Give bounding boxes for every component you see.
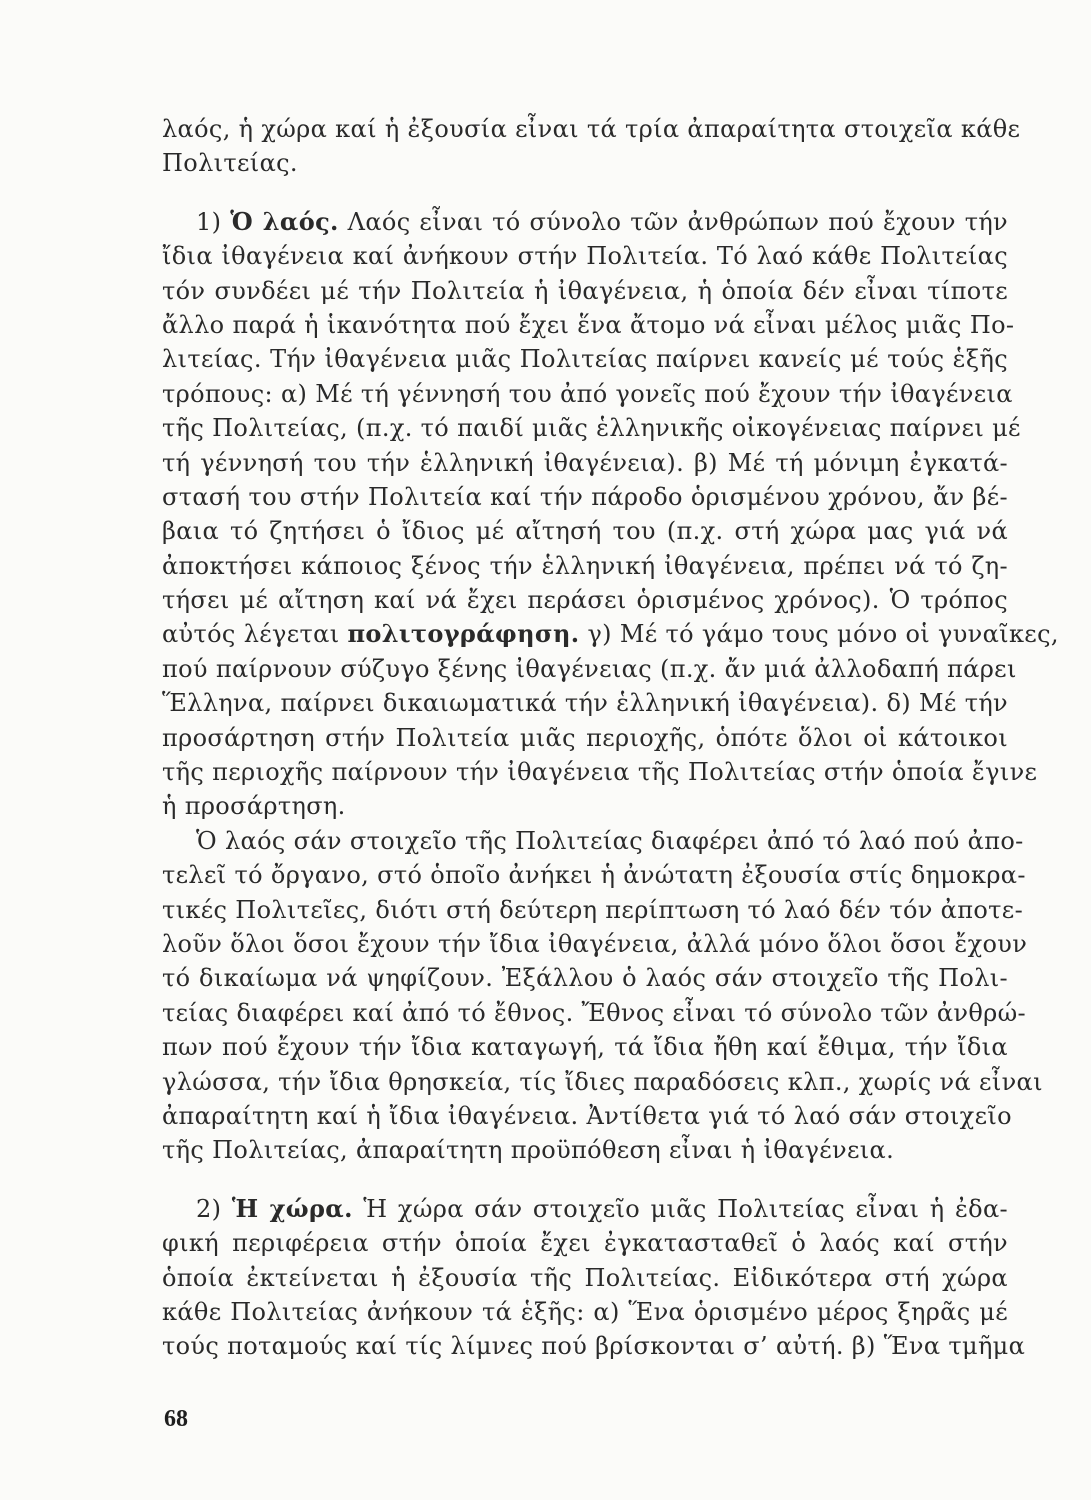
section-number: 2)	[196, 1194, 222, 1223]
text-line: τῆς Πολιτείας, (π.χ. τό παιδί μιᾶς ἑλληνικῆς οἰκογένειας παίρνει μέ	[162, 414, 1021, 443]
text-line: τῆς περιοχῆς παίρνουν τήν ἰθαγένεια τῆς Πολιτείας στήν ὁποία ἔγινε	[162, 758, 1038, 787]
naturalization-line	[162, 617, 1059, 651]
section-number: 1)	[196, 207, 222, 236]
section-people-heading-line	[162, 205, 1008, 239]
text-line: ἄλλο παρά ἡ ἱκανότητα πού ἔχει ἕνα ἄτομο νά εἶναι μέλος μιᾶς Πο-	[162, 310, 1015, 339]
text-line: Πολιτείας.	[162, 149, 298, 178]
text-line: προσάρτηση στήν Πολιτεία μιᾶς περιοχῆς, ὁπότε ὅλοι οἱ κάτοικοι	[162, 723, 1008, 752]
text-line: τόν συνδέει μέ τήν Πολιτεία ἡ ἰθαγένεια, ἡ ὁποία δέν εἶναι τίποτε	[162, 276, 1008, 305]
text-line: τείας διαφέρει καί ἀπό τό ἔθνος. Ἔθνος εἶναι τό σύνολο τῶν ἀνθρώ-	[162, 998, 1026, 1027]
text-line: ἴδια ἰθαγένεια καί ἀνήκουν στήν Πολιτεία. Τό λαό κάθε Πολιτείας	[162, 242, 1008, 271]
emphasized-term: πολιτογράφηση.	[347, 619, 580, 649]
text-line: ἡ προσάρτηση.	[162, 792, 346, 821]
section-heading: Ὁ λαός.	[230, 206, 339, 236]
text-line: τρόπους: α) Μέ τή γέννησή του ἀπό γονεῖς πού ἔχουν τήν ἰθαγένεια	[162, 379, 1013, 408]
text-line: τό δικαίωμα νά ψηφίζουν. Ἐξάλλου ὁ λαός σάν στοιχεῖο τῆς Πολι-	[162, 964, 1008, 993]
text-line: τικές Πολιτεῖες, διότι στή δεύτερη περίπτωση τό λαό δέν τόν ἀποτε-	[162, 895, 1024, 924]
text-line: κάθε Πολιτείας ἀνήκουν τά ἑξῆς: α) Ἕνα ὁρισμένο μέρος ξηρᾶς μέ	[162, 1297, 1008, 1326]
text-line: φική περιφέρεια στήν ὁποία ἔχει ἐγκατασταθεῖ ὁ λαός καί στήν	[162, 1229, 1008, 1258]
text-line: λαός, ἡ χώρα καί ἡ ἐξουσία εἶναι τά τρία ἀπαραίτητα στοιχεῖα κάθε	[162, 115, 1021, 143]
text-fragment: Ἡ χώρα σάν στοιχεῖο μιᾶς Πολιτείας εἶναι ἡ ἐδα-	[363, 1194, 1008, 1223]
text-fragment: αὐτός λέγεται	[162, 620, 340, 649]
text-line: τελεῖ τό ὄργανο, στό ὁποῖο ἀνήκει ἡ ἀνώτατη ἐξουσία στίς δημοκρα-	[162, 861, 1026, 890]
text-line: στασή του στήν Πολιτεία καί τήν πάροδο ὁρισμένου χρόνου, ἄν βέ-	[162, 482, 1008, 511]
page-number: 68	[164, 1406, 188, 1432]
text-line: τούς ποταμούς καί τίς λίμνες πού βρίσκονται σ’ αὐτή. β) Ἕνα τμῆμα	[162, 1332, 1026, 1361]
text-line: βαια τό ζητήσει ὁ ἴδιος μέ αἴτησή του (π.χ. στή χώρα μας γιά νά	[162, 517, 1008, 546]
section-heading: Ἡ χώρα.	[231, 1193, 353, 1223]
text-line: λιτείας. Τήν ἰθαγένεια μιᾶς Πολιτείας παίρνει κανείς μέ τούς ἑξῆς	[162, 345, 1008, 374]
text-line: λοῦν ὅλοι ὅσοι ἔχουν τήν ἴδια ἰθαγένεια, ἀλλά μόνο ὅλοι ὅσοι ἔχουν	[162, 929, 1028, 958]
text-line: τήσει μέ αἴτηση καί νά ἔχει περάσει ὁρισμένος χρόνος). Ὁ τρόπος	[162, 586, 1008, 615]
text-fragment: Λαός εἶναι τό σύνολο τῶν ἀνθρώπων πού ἔχουν τήν	[347, 207, 1008, 236]
text-line: πού παίρνουν σύζυγο ξένης ἰθαγένειας (π.χ. ἄν μιά ἀλλοδαπή πάρει	[162, 654, 1017, 683]
text-line: πων πού ἔχουν τήν ἴδια καταγωγή, τά ἴδια ἤθη καί ἔθιμα, τήν ἴδια	[162, 1033, 1008, 1062]
page-body	[162, 112, 1059, 1364]
text-fragment: γ) Μέ τό γάμο τους μόνο οἱ γυναῖκες,	[587, 620, 1059, 649]
text-line: ὁποία ἐκτείνεται ἡ ἐξουσία τῆς Πολιτείας. Εἰδικότερα στή χώρα	[162, 1263, 1008, 1292]
text-line: τῆς Πολιτείας, ἀπαραίτητη προϋπόθεση εἶναι ἡ ἰθαγένεια.	[162, 1136, 895, 1165]
text-line: Ὁ λαός σάν στοιχεῖο τῆς Πολιτείας διαφέρει ἀπό τό λαό πού ἀπο-	[196, 826, 1024, 855]
text-line: γλώσσα, τήν ἴδια θρησκεία, τίς ἴδιες παραδόσεις κλπ., χωρίς νά εἶναι	[162, 1067, 1043, 1096]
text-line: Ἕλληνα, παίρνει δικαιωματικά τήν ἑλληνική ἰθαγένεια). δ) Μέ τήν	[162, 689, 1008, 718]
text-line: ἀποκτήσει κάποιος ξένος τήν ἑλληνική ἰθαγένεια, πρέπει νά τό ζη-	[162, 551, 1008, 580]
section-territory-heading-line	[162, 1192, 1008, 1226]
text-line: ἀπαραίτητη καί ἡ ἴδια ἰθαγένεια. Ἀντίθετα γιά τό λαό σάν στοιχεῖο	[162, 1101, 1012, 1130]
text-line: τή γέννησή του τήν ἑλληνική ἰθαγένεια). β) Μέ τή μόνιμη ἐγκατά-	[162, 448, 1008, 477]
